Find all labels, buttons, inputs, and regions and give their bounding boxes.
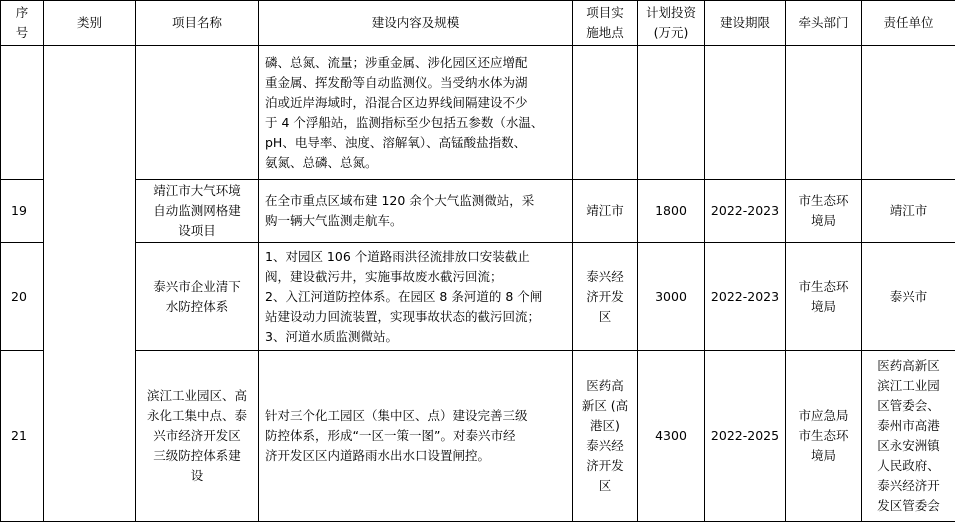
table-row [1,46,955,180]
cell-period: 2022-2023 [705,243,786,351]
cell-content: 在全市重点区域布建 120 余个大气监测微站，采 购一辆大气监测走航车。 [259,180,573,243]
header-location: 项目实 施地点 [573,1,638,46]
cell-location: 医药高 新区 (高 港区) 泰兴经 济开发 区 [573,351,638,522]
cell-investment: 1800 [638,180,705,243]
cell-investment [638,46,705,180]
header-lead-dept: 牵头部门 [786,1,862,46]
cell-lead-dept: 市应急局 市生态环 境局 [786,351,862,522]
cell-location: 泰兴经 济开发 区 [573,243,638,351]
cell-project-name: 靖江市大气环境 自动监测网格建 设项目 [136,180,259,243]
cell-seq [1,46,44,180]
cell-project-name [136,46,259,180]
cell-period: 2022-2023 [705,180,786,243]
cell-location: 靖江市 [573,180,638,243]
cell-location [573,46,638,180]
cell-content: 针对三个化工园区（集中区、点）建设完善三级 防控体系，形成“一区一策一图”。对泰兴市经 济开发区区内道路雨水出水口设置闸控。 [259,351,573,522]
table-row [1,180,955,243]
cell-responsible [862,46,955,180]
header-category: 类别 [44,1,136,46]
cell-seq: 19 [1,180,44,243]
cell-lead-dept: 市生态环 境局 [786,243,862,351]
cell-responsible: 医药高新区 滨江工业园 区管委会、 泰州市高港 区永安洲镇 人民政府、 泰兴经济开 发区管委会 [862,351,955,522]
cell-period: 2022-2025 [705,351,786,522]
header-period: 建设期限 [705,1,786,46]
cell-investment: 3000 [638,243,705,351]
cell-seq: 20 [1,243,44,351]
cell-investment: 4300 [638,351,705,522]
cell-responsible: 靖江市 [862,180,955,243]
header-investment: 计划投资 (万元) [638,1,705,46]
header-project-name: 项目名称 [136,1,259,46]
cell-responsible: 泰兴市 [862,243,955,351]
cell-lead-dept: 市生态环 境局 [786,180,862,243]
table-row [1,351,955,522]
header-row [1,1,955,46]
cell-category [44,46,136,522]
cell-project-name: 滨江工业园区、高 永化工集中点、泰 兴市经济开发区 三级防控体系建 设 [136,351,259,522]
table-row [1,243,955,351]
header-seq: 序 号 [1,1,44,46]
cell-content: 1、对园区 106 个道路雨洪径流排放口安装截止 阀，建设截污井，实施事故废水截污回流； 2、入江河道防控体系。在园区 8 条河道的 8 个闸 站建设动力回流装置，实现事故状态的截污回流； 3、河道水质监测微站。 [259,243,573,351]
cell-project-name: 泰兴市企业清下 水防控体系 [136,243,259,351]
header-responsible: 责任单位 [862,1,955,46]
cell-seq: 21 [1,351,44,522]
cell-content: 磷、总氮、流量；涉重金属、涉化园区还应增配 重金属、挥发酚等自动监测仪。当受纳水体为湖 泊或近岸海域时，沿混合区边界线间隔建设不少 于 4 个浮船站，监测指标至少包括五参数（水温、 pH、电导率、浊度、溶解氧）、高锰酸盐指数、 氨氮、总磷、总氮。 [259,46,573,180]
header-content: 建设内容及规模 [259,1,573,46]
cell-lead-dept [786,46,862,180]
cell-period [705,46,786,180]
